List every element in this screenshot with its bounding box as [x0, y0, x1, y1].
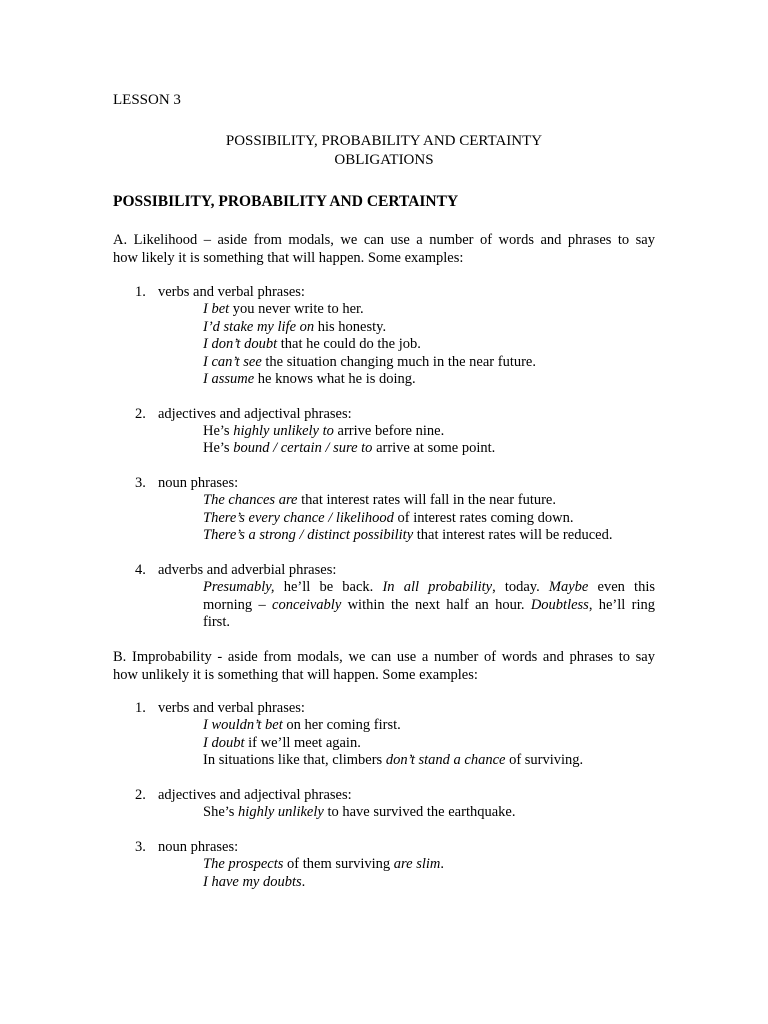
example-text: he’ll be back. — [274, 579, 383, 595]
example-sentence — [203, 717, 401, 735]
list-number: 4. — [135, 562, 146, 578]
example-sentence — [203, 336, 421, 354]
example-emphasis: Maybe — [548, 579, 589, 595]
example-emphasis: are slim — [393, 856, 441, 872]
example-text: , today. — [492, 579, 549, 595]
section-heading: POSSIBILITY, PROBABILITY AND CERTAINTY — [113, 193, 459, 210]
example-text: even this — [588, 579, 655, 595]
document-title: POSSIBILITY, PROBABILITY AND CERTAINTY — [225, 133, 543, 149]
example-emphasis: highly unlikely — [238, 804, 324, 820]
list-item-label: noun phrases: — [158, 475, 239, 491]
list-number: 1. — [135, 700, 146, 716]
example-emphasis: I wouldn’t bet — [203, 717, 283, 733]
example-sentence — [203, 752, 583, 770]
example-text: of them surviving — [283, 856, 394, 872]
example-sentence — [203, 319, 386, 337]
example-sentence — [203, 510, 573, 528]
example-emphasis: conceivably — [272, 596, 342, 613]
example-text: arrive at some point. — [372, 440, 496, 456]
example-line — [203, 597, 655, 615]
example-sentence — [203, 423, 444, 441]
example-emphasis: The prospects — [203, 856, 284, 872]
section-a-intro-line: A. Likelihood – aside from modals, we can use a number of words and phrases to say — [113, 232, 655, 248]
example-emphasis: I doubt — [203, 735, 245, 751]
example-text: his honesty. — [314, 319, 387, 335]
example-text: , he’ll ring — [588, 596, 655, 613]
example-text: that interest rates will be reduced. — [413, 527, 613, 543]
section-b-intro-line: how unlikely it is something that will happen. Some examples: — [113, 666, 478, 683]
list-number: 1. — [135, 284, 146, 300]
document-subtitle: OBLIGATIONS — [334, 152, 434, 168]
example-text: you never write to her. — [229, 301, 364, 317]
list-item-label: adverbs and adverbial phrases: — [158, 562, 337, 578]
list-number: 2. — [135, 787, 146, 803]
example-sentence — [203, 804, 515, 822]
section-b-intro — [113, 649, 655, 684]
example-sentence — [203, 354, 536, 372]
list-item-label: verbs and verbal phrases: — [158, 284, 305, 300]
example-sentence — [203, 440, 495, 458]
example-sentence — [203, 492, 556, 510]
example-text: the situation changing much in the near future. — [261, 354, 536, 370]
example-text: of surviving. — [505, 752, 584, 768]
example-text: He’s — [203, 423, 234, 439]
example-sentence — [203, 371, 416, 389]
list-number: 3. — [135, 839, 146, 855]
example-text: of interest rates coming down. — [393, 510, 574, 526]
example-text: He’s — [203, 440, 234, 456]
example-text: if we’ll meet again. — [244, 735, 361, 751]
example-emphasis: highly unlikely to — [233, 423, 334, 439]
example-emphasis: don’t stand a chance — [385, 752, 506, 768]
example-sentence — [203, 527, 612, 545]
section-b-intro-line: B. Improbability - aside from modals, we can use a number of words and phrases to say — [113, 649, 655, 665]
example-emphasis: There’s a strong / distinct possibility — [203, 527, 414, 543]
example-text: . — [440, 856, 444, 872]
list-number: 3. — [135, 475, 146, 491]
example-emphasis: I have my doubts — [203, 874, 302, 890]
example-text: . — [301, 874, 306, 890]
example-emphasis: bound / certain / sure to — [233, 440, 373, 456]
list-number: 2. — [135, 406, 146, 422]
example-text: In situations like that, climbers — [203, 752, 386, 768]
example-text: he knows what he is doing. — [254, 371, 416, 387]
example-text: arrive before nine. — [333, 423, 445, 439]
lesson-number: LESSON 3 — [113, 92, 181, 108]
list-item-label: adjectives and adjectival phrases: — [158, 787, 352, 803]
example-text: that he could do the job. — [277, 336, 421, 352]
example-emphasis: I assume — [203, 371, 255, 387]
example-emphasis: Presumably, — [203, 579, 275, 595]
example-text: to have survived the earthquake. — [323, 804, 516, 820]
example-sentence — [203, 874, 305, 892]
example-paragraph — [203, 579, 655, 632]
example-line — [203, 579, 655, 597]
example-emphasis: There’s every chance / likelihood — [203, 510, 394, 526]
example-sentence — [203, 735, 361, 753]
example-emphasis: Doubtless — [530, 596, 589, 613]
example-emphasis: I don’t doubt — [203, 336, 278, 352]
example-text: that interest rates will fall in the near future. — [297, 492, 556, 508]
example-sentence — [203, 301, 364, 319]
example-emphasis: I can’t see — [203, 354, 262, 370]
example-emphasis: I bet — [203, 301, 230, 317]
example-text: within the next half an hour. — [341, 596, 531, 613]
example-text: She’s — [203, 804, 239, 820]
list-item-label: verbs and verbal phrases: — [158, 700, 305, 716]
example-text: morning – — [203, 596, 273, 613]
example-emphasis: In all probability — [382, 579, 493, 595]
list-item-label: noun phrases: — [158, 839, 239, 855]
example-text: on her coming first. — [282, 717, 401, 733]
example-emphasis: The chances are — [203, 492, 298, 508]
list-item-label: adjectives and adjectival phrases: — [158, 406, 352, 422]
example-emphasis: I’d stake my life on — [203, 319, 315, 335]
section-a-intro — [113, 232, 655, 267]
example-sentence — [203, 856, 444, 874]
example-line: first. — [203, 614, 230, 630]
section-a-intro-line: how likely it is something that will happen. Some examples: — [113, 249, 464, 266]
